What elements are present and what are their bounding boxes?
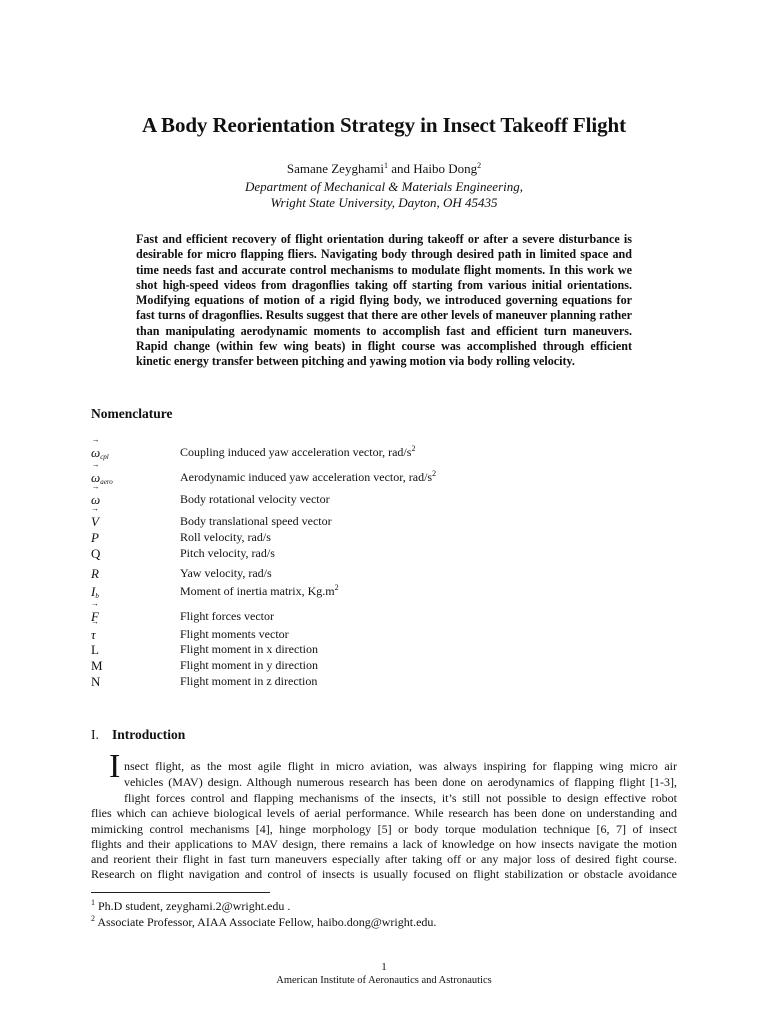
nomenclature-description bbox=[180, 514, 332, 529]
description-text: Body translational speed vector bbox=[180, 514, 332, 528]
description-text: Yaw velocity, rad/s bbox=[180, 566, 272, 580]
symbol-glyph: I bbox=[91, 584, 96, 599]
nomenclature-description bbox=[180, 642, 318, 657]
nomenclature-description bbox=[180, 566, 272, 581]
symbol-glyph: → ω bbox=[91, 492, 100, 508]
description-superscript: 2 bbox=[411, 444, 416, 453]
description-superscript: 2 bbox=[334, 583, 339, 592]
affiliation-department: Department of Mechanical & Materials Engineering, bbox=[244, 179, 523, 194]
nomenclature-symbol bbox=[91, 642, 99, 658]
paragraph-line: nsect flight, as the most agile flight in micro aviation, was always inspiring for flapping wing micro air bbox=[124, 759, 677, 773]
nomenclature-row bbox=[0, 445, 768, 461]
description-text: Flight moments vector bbox=[180, 627, 289, 641]
symbol-glyph: → ω bbox=[91, 445, 100, 461]
footer-organization: American Institute of Aeronautics and Astronautics bbox=[276, 975, 492, 986]
footnote bbox=[91, 899, 290, 914]
nomenclature-symbol bbox=[91, 445, 109, 461]
nomenclature-symbol bbox=[91, 584, 99, 600]
description-text: Roll velocity, rad/s bbox=[180, 530, 271, 544]
description-text: Coupling induced yaw acceleration vector, rad/s bbox=[180, 445, 412, 459]
nomenclature-symbol bbox=[91, 674, 100, 690]
nomenclature-symbol bbox=[91, 658, 103, 674]
nomenclature-row bbox=[0, 492, 768, 508]
nomenclature-description bbox=[180, 546, 275, 561]
description-text: Aerodynamic induced yaw acceleration vector, rad/s bbox=[180, 470, 433, 484]
nomenclature-row bbox=[0, 584, 768, 600]
paragraph-line: flights and their applications to MAV design, there remains a lack of knowledge on how insects navigate the motion bbox=[91, 837, 677, 851]
section-number: I. bbox=[91, 727, 99, 742]
symbol-glyph: Q bbox=[91, 546, 101, 561]
symbol-glyph: M bbox=[91, 658, 103, 673]
description-text: Flight moment in x direction bbox=[180, 642, 318, 656]
nomenclature-symbol bbox=[91, 546, 100, 562]
footnote-text: Associate Professor, AIAA Associate Fellow, haibo.dong@wright.edu. bbox=[95, 915, 437, 929]
nomenclature-heading: Nomenclature bbox=[91, 406, 173, 421]
nomenclature-row bbox=[0, 658, 768, 674]
nomenclature-row bbox=[0, 546, 768, 562]
footnote-mark: 2 bbox=[91, 914, 95, 923]
affiliation-mark: 2 bbox=[477, 161, 482, 170]
nomenclature-description bbox=[180, 584, 339, 599]
nomenclature-symbol bbox=[91, 530, 99, 546]
nomenclature-row bbox=[0, 530, 768, 546]
author-line bbox=[0, 161, 768, 177]
footnote-divider bbox=[91, 892, 270, 893]
symbol-glyph: → ω bbox=[91, 470, 100, 486]
description-text: Pitch velocity, rad/s bbox=[180, 546, 275, 560]
symbol-subscript: b bbox=[95, 592, 99, 600]
nomenclature-row bbox=[0, 470, 768, 486]
description-text: Body rotational velocity vector bbox=[180, 492, 330, 506]
paragraph-line: Research on flight navigation and control of insects is usually focused on flight stabilization or obstacle avoidance bbox=[91, 867, 677, 881]
footnote-text: Ph.D student, zeyghami.2@wright.edu . bbox=[95, 899, 291, 913]
nomenclature-symbol bbox=[91, 627, 96, 643]
symbol-glyph: P bbox=[91, 530, 99, 545]
symbol-glyph: → V bbox=[91, 514, 99, 530]
nomenclature-row bbox=[0, 609, 768, 625]
author-name: Samane Zeyghami bbox=[286, 161, 384, 176]
description-text: Flight moment in z direction bbox=[180, 674, 318, 688]
nomenclature-description bbox=[180, 609, 274, 624]
section-title: Introduction bbox=[112, 727, 186, 742]
symbol-subscript: cpl bbox=[100, 453, 109, 461]
affiliation-mark: 1 bbox=[383, 161, 388, 170]
nomenclature-description bbox=[180, 492, 330, 507]
author-conjunction: and bbox=[387, 161, 414, 176]
page-number: 1 bbox=[381, 961, 387, 973]
paragraph-line: flies which can achieve biological levels of aerial performance. While research has been done on understanding and bbox=[91, 806, 677, 820]
description-superscript: 2 bbox=[432, 469, 437, 478]
drop-cap: I bbox=[109, 748, 121, 785]
nomenclature-symbol bbox=[91, 514, 99, 530]
description-text: Flight forces vector bbox=[180, 609, 274, 623]
symbol-subscript: aero bbox=[100, 478, 113, 486]
nomenclature-description bbox=[180, 674, 317, 689]
nomenclature-description bbox=[180, 627, 289, 642]
nomenclature-description bbox=[180, 658, 318, 673]
author-name: Haibo Dong bbox=[413, 161, 478, 176]
description-text: Moment of inertia matrix, Kg.m bbox=[180, 584, 335, 598]
paragraph-line: and reorient their flight in fast turn maneuvers especially after taking off or any major loss of desired fight course. bbox=[91, 852, 677, 866]
footnote-mark: 1 bbox=[91, 898, 95, 907]
nomenclature-row bbox=[0, 566, 768, 582]
paragraph-line: vehicles (MAV) design. Although numerous research has been done on aerodynamics of flapping flight [1-3], bbox=[124, 775, 677, 789]
nomenclature-symbol bbox=[91, 566, 99, 582]
affiliation-university: Wright State University, Dayton, OH 45435 bbox=[270, 195, 498, 210]
nomenclature-description bbox=[180, 445, 415, 460]
paper-title: A Body Reorientation Strategy in Insect Takeoff Flight bbox=[141, 113, 627, 137]
nomenclature-row bbox=[0, 514, 768, 530]
description-text: Flight moment in y direction bbox=[180, 658, 318, 672]
symbol-glyph: R bbox=[91, 566, 99, 581]
symbol-glyph: → τ bbox=[91, 627, 96, 643]
section-heading bbox=[91, 727, 185, 743]
nomenclature-row bbox=[0, 627, 768, 643]
symbol-glyph: N bbox=[91, 674, 101, 689]
abstract: Fast and efficient recovery of flight orientation during takeoff or after a severe disturbance is desirable for micro flapping fliers. Navigating body through desired path in limited space and time needs fast and accurate control mechanisms to modulate flight moments. In this work we shot high-speed videos from dragonflies taking off starting from various initial orientations. Modifying equations of motion of a rigid flying body, we introduced governing equations for fast turns of dragonflies. Results suggest that there are other levels of maneuver planning rather than manipulating aerodynamic moments to accomplish fast and efficient turn maneuvers. Rapid change (within few wing beats) in flight course was accomplished through efficient kinetic energy transfer between pitching and yawing motion via body rolling velocity. bbox=[136, 232, 632, 369]
footnote bbox=[91, 915, 436, 930]
nomenclature-row bbox=[0, 642, 768, 658]
paragraph-line: mimicking control mechanisms [4], hinge morphology [5] or body torque modulation technique [6, 7] of insect bbox=[91, 822, 677, 836]
symbol-glyph: → F bbox=[91, 609, 99, 625]
symbol-glyph: L bbox=[91, 642, 99, 657]
nomenclature-description bbox=[180, 530, 271, 545]
paragraph-line: flight forces control and flapping mechanisms of the insects, it’s still not possible to design effective robot bbox=[124, 791, 677, 805]
nomenclature-description bbox=[180, 470, 436, 485]
nomenclature-row bbox=[0, 674, 768, 690]
